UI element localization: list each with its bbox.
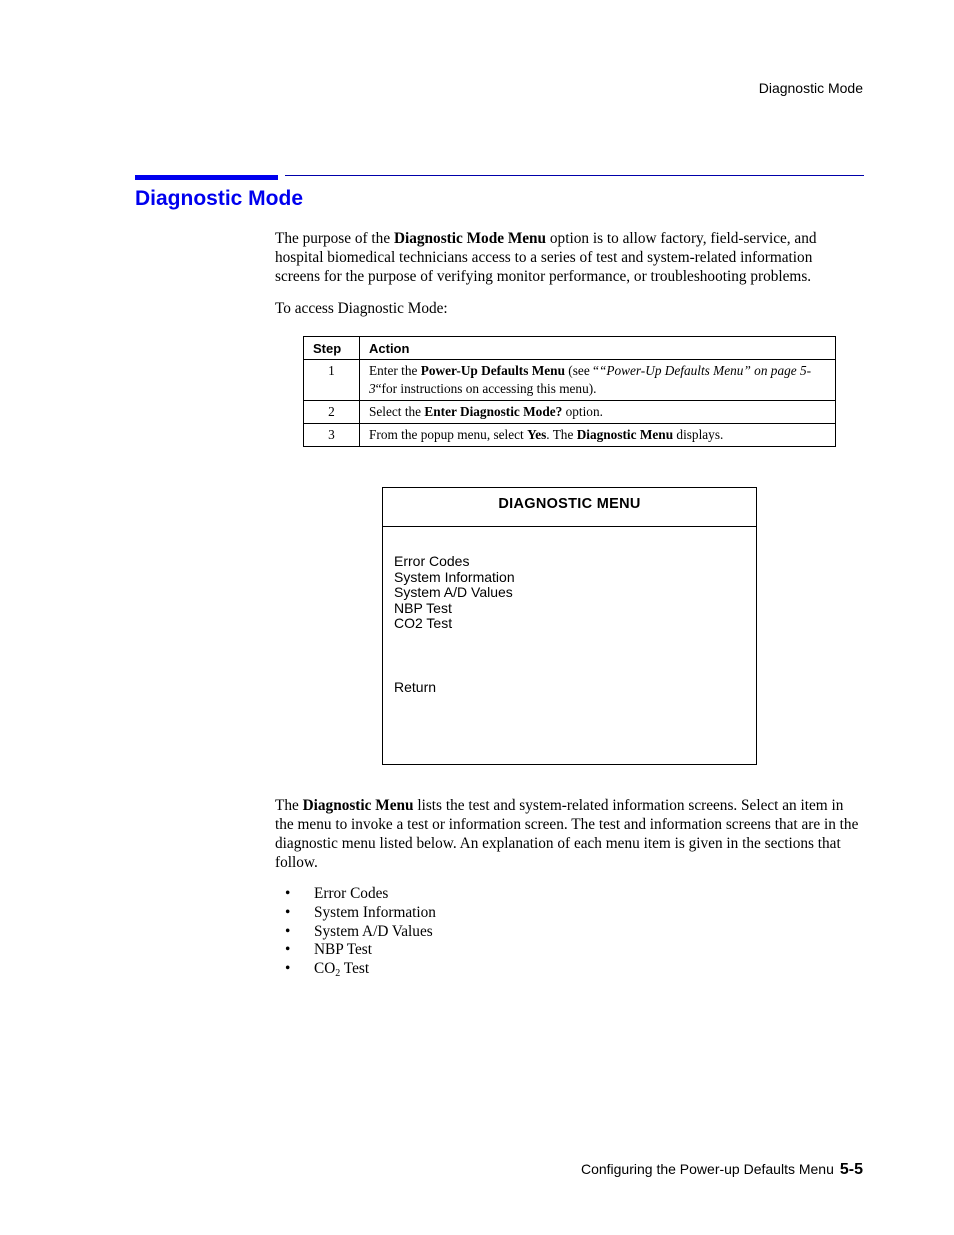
menu-item-return[interactable]: Return	[394, 679, 437, 695]
bullet-list	[275, 885, 436, 984]
intro-paragraph: The purpose of the Diagnostic Mode Menu option is to allow factory, field-service, and hospital biomedical technicians access to a series of test and system-related information screens for the purpose of verifying monitor performance, or troubleshooting problems.	[275, 230, 817, 285]
diagnostic-menu-title: DIAGNOSTIC MENU	[383, 488, 756, 527]
running-header: Diagnostic Mode	[758, 80, 863, 96]
table-row	[304, 424, 836, 447]
step-action: Select the Enter Diagnostic Mode? option.	[360, 401, 836, 424]
table-row	[304, 360, 836, 401]
list-item: • Error Codes	[275, 885, 436, 904]
menu-item-system-ad-values[interactable]: System A/D Values	[394, 584, 513, 600]
diagnostic-menu-screen	[382, 487, 757, 765]
step-action: Enter the Power-Up Defaults Menu (see ““Power-Up Defaults Menu” on page 5-3“for instructions on accessing this menu).	[360, 360, 836, 401]
steps-table	[303, 336, 836, 447]
header-action: Action	[360, 337, 836, 360]
section-rule-thick	[135, 175, 278, 180]
footer-chapter: Configuring the Power-up Defaults Menu	[580, 1161, 834, 1177]
section-rule-thin	[285, 175, 864, 176]
menu-item-error-codes[interactable]: Error Codes	[394, 553, 470, 569]
section-title: Diagnostic Mode	[135, 187, 304, 210]
bullet-icon: •	[285, 941, 291, 959]
bullet-icon: •	[285, 922, 291, 940]
list-item: • NBP Test	[275, 941, 436, 960]
table-header-row	[304, 337, 836, 360]
step-number: 2	[304, 401, 360, 424]
list-item: • $CO_2$ Test	[275, 960, 436, 984]
list-item: • System A/D Values	[275, 923, 436, 942]
list-item: • System Information	[275, 904, 436, 923]
header-step: Step	[304, 337, 360, 360]
step-action: From the popup menu, select Yes. The Diagnostic Menu displays.	[360, 424, 836, 447]
step-number: 3	[304, 424, 360, 447]
menu-item-nbp-test[interactable]: NBP Test	[394, 599, 452, 616]
menu-description-paragraph: The Diagnostic Menu lists the test and system-related information screens. Select an item in the menu to invoke a test or information screen. The test and information screens that are in the diagnostic menu listed below. An explanation of each menu item is given in the sections that follow.	[275, 797, 859, 871]
bullet-icon: •	[285, 960, 291, 978]
table-row	[304, 401, 836, 424]
diagnostic-menu-list	[394, 554, 515, 632]
access-text: To access Diagnostic Mode:	[275, 300, 448, 317]
step-number: 1	[304, 360, 360, 401]
menu-item-system-information[interactable]: System Information	[394, 568, 515, 585]
page-number: 5-5	[839, 1161, 863, 1178]
menu-item-co2-test[interactable]: CO2 Test	[394, 615, 453, 631]
cross-reference-link[interactable]: “Power-Up Defaults Menu” on page 5-3	[369, 363, 812, 396]
bullet-icon: •	[285, 885, 291, 902]
bullet-icon: •	[285, 903, 291, 921]
page-footer	[581, 1161, 863, 1179]
